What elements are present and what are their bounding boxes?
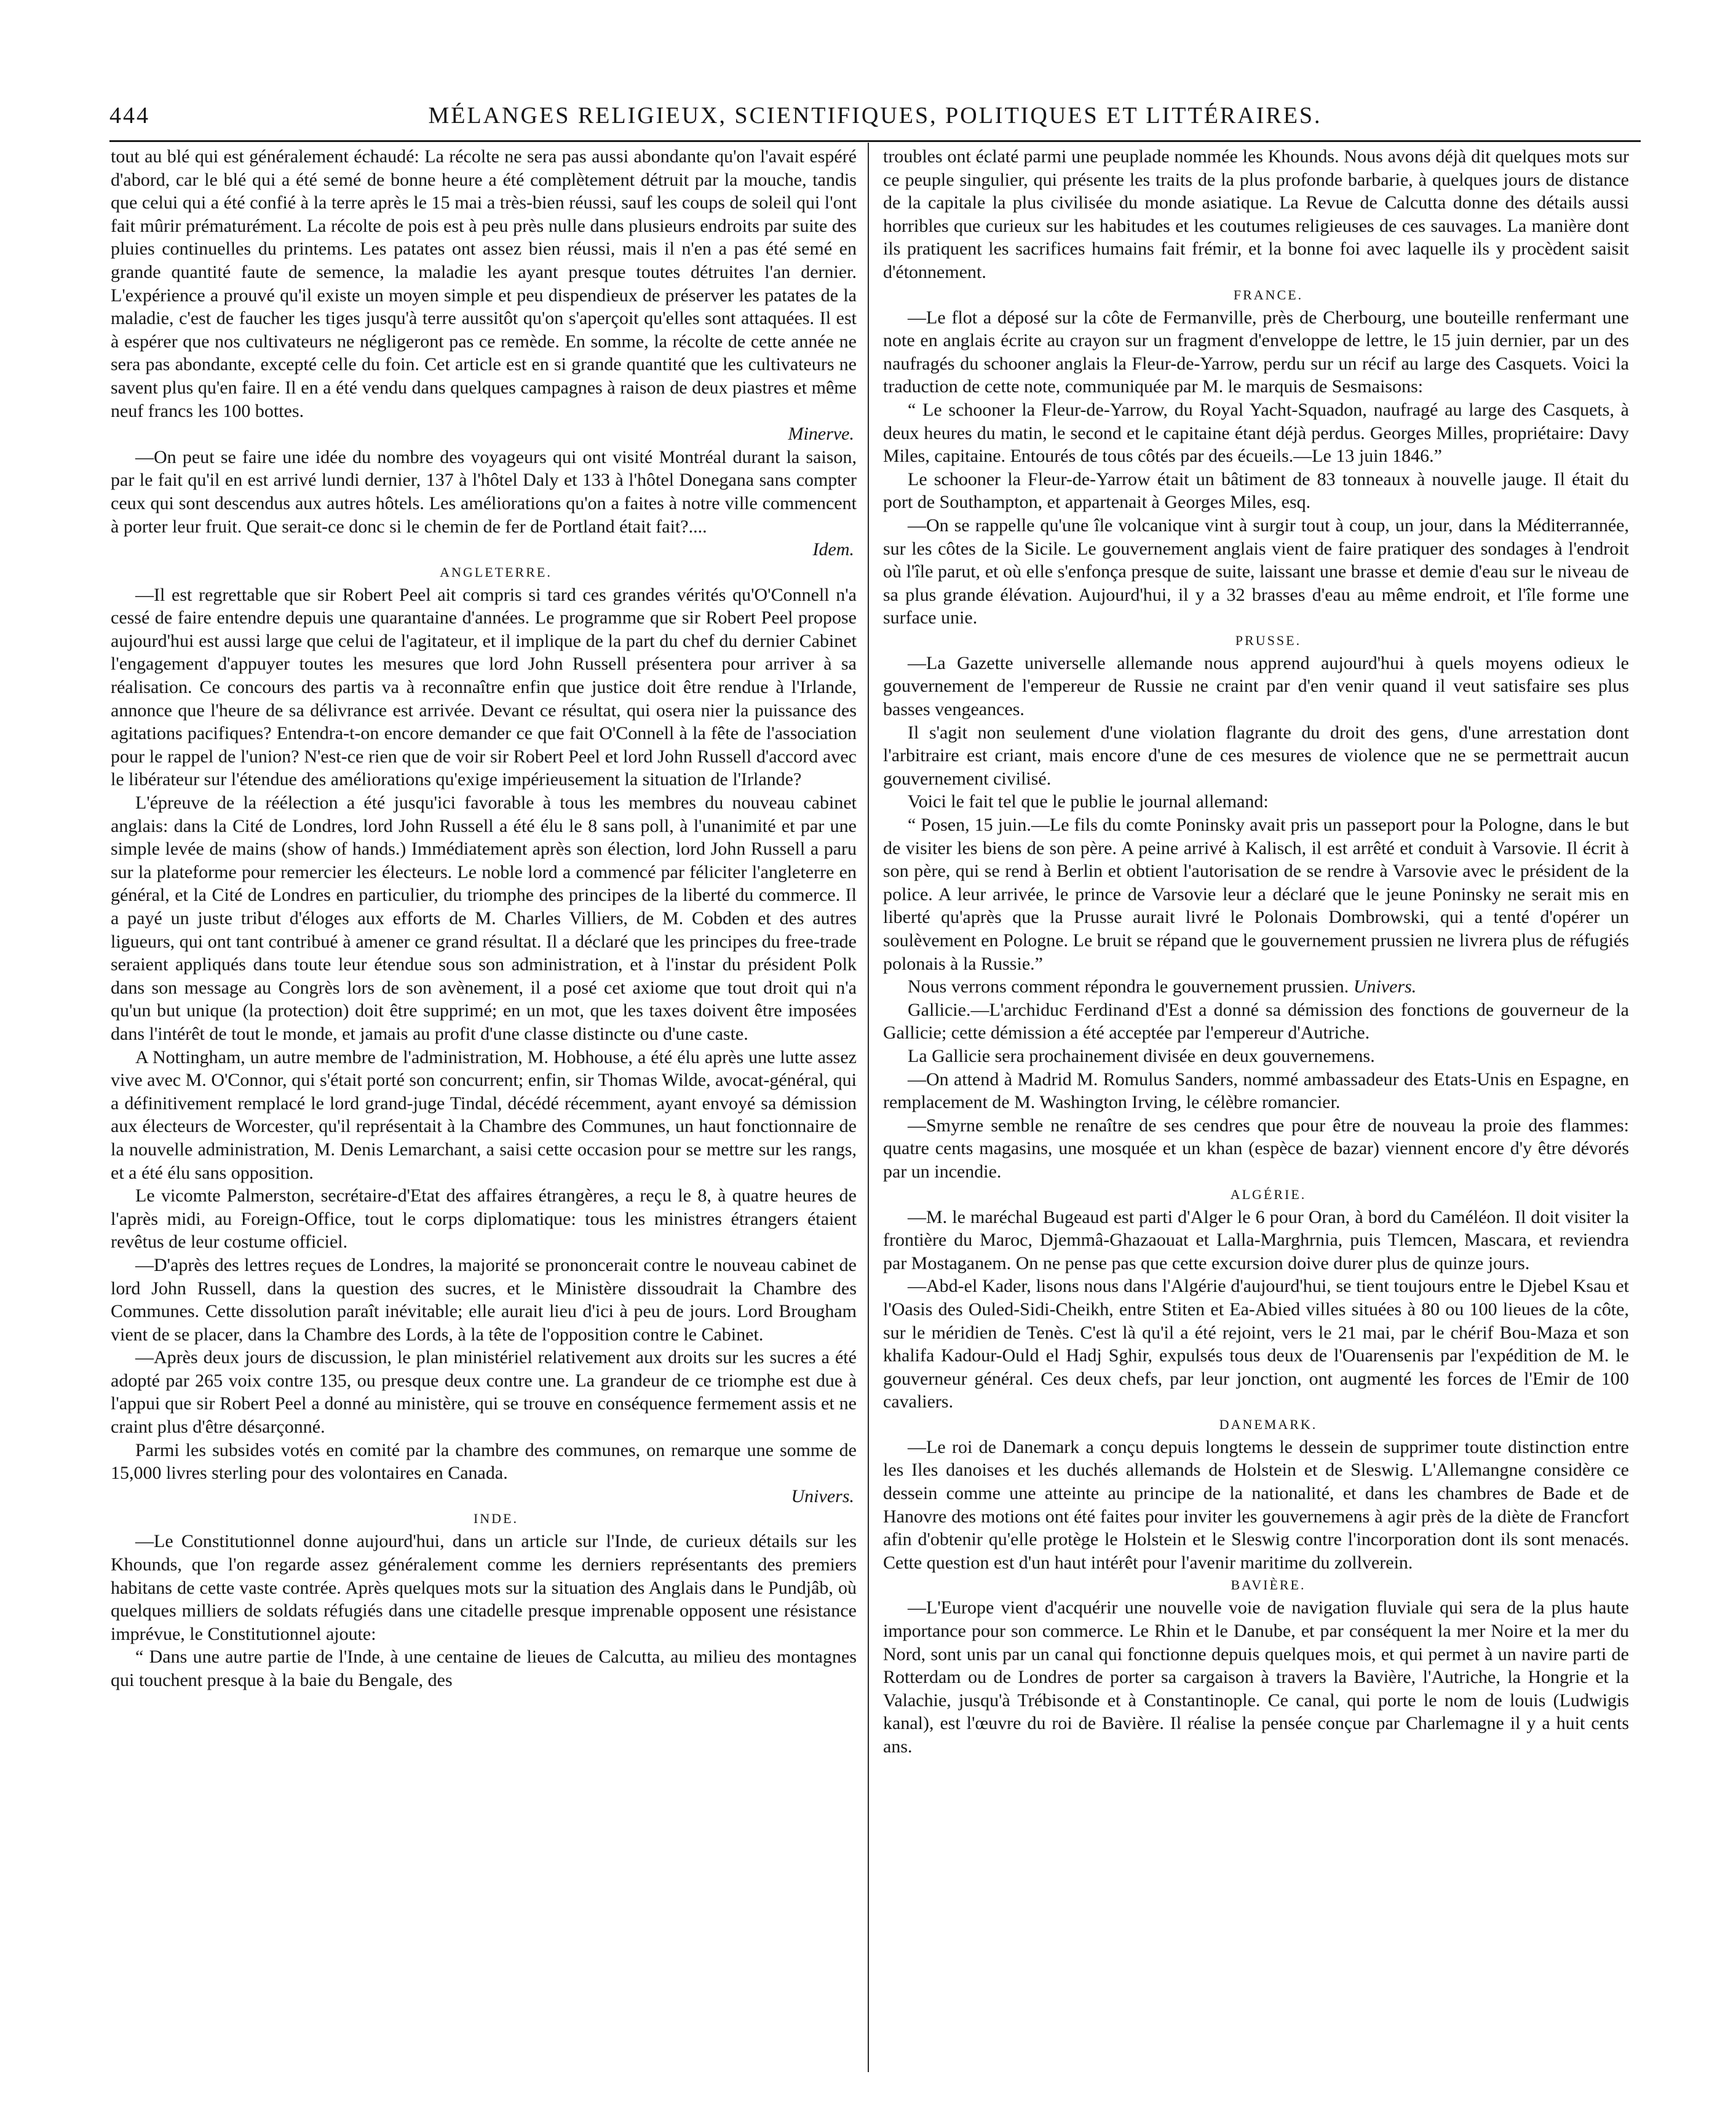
- paragraph: —Le Constitutionnel donne aujourd'hui, dans un article sur l'Inde, de curieux détails sur les Khounds, que l'on regarde assez généralement comme les derniers représentants des premiers habitans de cette vaste contrée. Après quelques mots sur la situation des Anglais dans le Pundjâb, où quelques milliers de soldats réfugiés dans une citadelle presque imprenable opposent une résistance imprévue, le Constitutionnel ajoute:: [111, 1531, 857, 1644]
- paragraph: —Le roi de Danemark a conçu depuis longtems le dessein de supprimer toute distinction entre les Iles danoises et les duchés allemands de Holstein et de Sleswig. L'Allemangne considère ce dessein comme une atteinte au principe de la nationalité, et dans les chambres de Bade et de Hanovre des motions ont été faites pour inviter les gouvernemens à agir près de la diète de Francfort afin d'obtenir qu'elle protège le Holstein et le Sleswig contre l'incorporation dont ils sont menacés. Cette question est d'un haut intérêt pour l'avenir maritime du zollverein.: [883, 1436, 1629, 1573]
- section-heading: ANGLETERRE.: [440, 564, 552, 580]
- paragraph: Le vicomte Palmerston, secrétaire-d'Etat des affaires étrangères, a reçu le 8, à quatre heures de l'après midi, au Foreign-Office, tout le corps diplomatique: tous les ministres étrangers étaient revêtus de leur costume officiel.: [111, 1185, 857, 1252]
- source-attribution: Minerve.: [788, 424, 854, 445]
- paragraph: —On se rappelle qu'une île volcanique vint à surgir tout à coup, un jour, dans la Méditerrannée, sur les côtes de la Sicile. Le gouvernement anglais vient de faire pratiquer des sondages à l'endroit où l'île parut, et où elle s'enfonça presque de suite, laissant une brasse et demie d'eau sur le niveau de sa plus grande élévation. Aujourd'hui, il y a 32 brasses d'eau au même endroit, et l'île forme une surface unie.: [883, 515, 1629, 628]
- section-heading: INDE.: [473, 1511, 519, 1527]
- section-heading: ALGÉRIE.: [1230, 1186, 1307, 1202]
- paragraph: —Le flot a déposé sur la côte de Fermanville, près de Cherbourg, une bouteille renfermant une note en anglais écrite au crayon sur un fragment d'enveloppe de lettre, le 15 juin dernier, par un des naufragés du schooner anglais la Fleur-de-Yarrow, perdu sur un récif au large des Casquets. Voici la traduction de cette note, communiquée par M. le marquis de Sesmaisons:: [883, 307, 1629, 397]
- paragraph: Il s'agit non seulement d'une violation flagrante du droit des gens, d'une arrestation dont l'arbitraire est criant, mais encore d'une de ces mesures de violence que ne se permettrait aucun gouvernement civilisé.: [883, 722, 1629, 789]
- paragraph-text: Nous verrons comment répondra le gouvernement prussien.: [908, 976, 1349, 997]
- paragraph: —Smyrne semble ne renaître de ses cendres que pour être de nouveau la proie des flammes: quatre cents magasins, une mosquée et un khan (espèce de bazar) viennent encore d'y être dévorés par un incendie.: [883, 1115, 1629, 1182]
- paragraph: “ Posen, 15 juin.—Le fils du comte Poninsky avait pris un passeport pour la Pologne, dans le but de visiter les biens de son père. A peine arrivé à Kalisch, il est arrêté et conduit à Varsovie. Il écrit à son père, qui se rend à Berlin et obtient l'autorisation de se rendre à Varsovie avec le président de la police. A leur arrivée, le prince de Varsovie leur a déclaré que le jeune Poninsky ne serait mis en liberté qu'après que la Prusse aurait livré le Polonais Dombrowski, qui a tenté d'opérer un soulèvement en Pologne. Le bruit se répand que le gouvernement prussien ne livrera plus de réfugiés polonais à la Russie.”: [883, 815, 1629, 974]
- paragraph: Gallicie.—L'archiduc Ferdinand d'Est a donné sa démission des fonctions de gouverneur de la Gallicie; cette démission a été acceptée par l'empereur d'Autriche.: [883, 999, 1629, 1043]
- page-title: MÉLANGES RELIGIEUX, SCIENTIFIQUES, POLITIQUES ET LITTÉRAIRES.: [428, 103, 1322, 129]
- paragraph: Parmi les subsides votés en comité par la chambre des communes, on remarque une somme de 15,000 livres sterling pour des volontaires en Canada.: [111, 1439, 857, 1484]
- paragraph: “ Dans une autre partie de l'Inde, à une centaine de lieues de Calcutta, au milieu des montagnes qui touchent presque à la baie du Bengale, des: [111, 1647, 857, 1690]
- paragraph: La Gallicie sera prochainement divisée en deux gouvernemens.: [908, 1045, 1375, 1066]
- paragraph: —L'Europe vient d'acquérir une nouvelle voie de navigation fluviale qui sera de la plus haute importance pour son commerce. Le Rhin et le Danube, et par conséquent la mer Noire et la mer du Nord, sont unis par un canal qui fonctionne depuis quelques mois, et qui permet à un navire parti de Rotterdam ou de Londres de porter sa cargaison à travers la Bavière, l'Autriche, la Hongrie et la Valachie, jusqu'à Trébisonde et à Constantinople. Ce canal, qui porte le nom de louis (Ludwigis kanal), est l'œuvre du roi de Bavière. Il réalise la pensée conçue par Charlemagne il y a huit cents ans.: [883, 1597, 1629, 1757]
- paragraph: A Nottingham, un autre membre de l'administration, M. Hobhouse, a été élu après une lutte assez vive avec M. O'Connor, qui s'était porté son concurrent; enfin, sir Thomas Wilde, avocat-général, qui a définitivement remplacé le lord grand-juge Tindal, décédé récemment, ayant envoyé sa démission aux électeurs de Worcester, qu'il représentait à la Chambre des Communes, un haut fonctionnaire de la nouvelle administration, M. Denis Lemarchant, a saisi cette occasion pour se mettre sur les rangs, et a été élu sans opposition.: [111, 1047, 857, 1183]
- paragraph: —M. le maréchal Bugeaud est parti d'Alger le 6 pour Oran, à bord du Caméléon. Il doit visiter la frontière du Maroc, Djemmâ-Ghazaouat et Lalla-Marghrnia, puis Tlemcen, Mascara, et reviendra par Mostaganem. On ne pense pas que cette excursion doive durer plus de quinze jours.: [883, 1206, 1629, 1273]
- paragraph: —On peut se faire une idée du nombre des voyageurs qui ont visité Montréal durant la saison, par le fait qu'il en est arrivé lundi dernier, 137 à l'hôtel Daly et 133 à l'hôtel Donegana sans compter ceux qui sont descendus aux autres hôtels. Les améliorations qu'on a faites à notre ville commencent à porter leur fruit. Que serait-ce donc si le chemin de fer de Portland était fait?....: [111, 446, 857, 537]
- page-number: 444: [109, 103, 150, 129]
- paragraph: Le schooner la Fleur-de-Yarrow était un bâtiment de 83 tonneaux à nouvelle jauge. Il était du port de Southampton, et appartenait à Georges Miles, esq.: [883, 469, 1629, 513]
- right-column: [883, 145, 1629, 2076]
- section-heading: DANEMARK.: [1219, 1416, 1318, 1432]
- paragraph: —Il est regrettable que sir Robert Peel ait compris si tard ces grandes vérités qu'O'Connell n'a cessé de faire entendre depuis une quarantaine d'années. Le programme que sir Robert Peel propose aujourd'hui est aussi large que celui de l'agitateur, et il implique de la part du chef du dernier Cabinet l'engagement d'appuyer toutes les mesures que lord John Russell présentera pour arriver à sa réalisation. Ce concours des partis va à reconnaître enfin que justice doit être rendue à l'Irlande, annonce que l'heure de sa délivrance est arrivée. Devant ce résultat, qui osera nier la puissance des agitations pacifiques? Entendra-t-on encore demander ce que fait O'Connell à la fête de l'association pour le rappel de l'union? N'est-ce rien que de voir sir Robert Peel et lord John Russell d'accord avec le libérateur sur l'étendue des améliorations qu'exige impérieusement la situation de l'Irlande?: [111, 584, 857, 790]
- left-column: [111, 145, 857, 2076]
- paragraph: —Abd-el Kader, lisons nous dans l'Algérie d'aujourd'hui, se tient toujours entre le Djebel Ksau et l'Oasis des Ouled-Sidi-Cheikh, entre Stiten et Ea-Abied villes situées à 80 ou 100 lieues de la côte, sur le méridien de Tenès. C'est là qu'il a été rejoint, vers le 21 mai, par le chérif Bou-Maza et son khalifa Kadour-Ould el Hadj Sghir, expulsés tous deux de l'Ouarensenis par l'expédition de M. le gouverneur général. Ces deux chefs, par leur jonction, ont augmenté les forces de l'Emir de 100 cavaliers.: [883, 1276, 1629, 1412]
- running-head: [109, 98, 1641, 133]
- paragraph: tout au blé qui est généralement échaudé: La récolte ne sera pas aussi abondante qu'on l'avait espéré d'abord, car le blé qui a été semé de bonne heure a été complètement détruit par la mouche, tandis que celui qui a été confié à la terre après le 15 mai a très-bien réussi, sauf les coups de soleil qui l'ont fait mûrir prématurément. La récolte de pois est à peu près nulle dans plusieurs endroits par suite des pluies continuelles du printems. Les patates ont assez bien réussi, mais il n'en a pas été semé en grande quantité faute de semence, la maladie les ayant presque toutes détruites l'an dernier. L'expérience a prouvé qu'il existe un moyen simple et peu dispendieux de préserver les patates de la maladie, c'est de faucher les tiges jusqu'à terre aussitôt qu'on s'aperçoit qu'elles sont attaquées. Il est à espérer que nos cultivateurs ne négligeront pas ce remède. En somme, la récolte de cette année ne sera pas abondante, excepté celle du foin. Cet article est en si grande quantité que les cultivateurs ne savent plus qu'en faire. Il en a été vendu dans quelques campagnes à raison de deux piastres et même neuf francs les 100 bottes.: [111, 146, 857, 421]
- paragraph: —D'après des lettres reçues de Londres, la majorité se prononcerait contre le nouveau cabinet de lord John Russell, dans la question des sucres, et le Ministère dissoudrait la Chambre des Communes. Cette dissolution paraît inévitable; elle aurait lieu d'ici à peu de jours. Lord Brougham vient de se placer, dans la Chambre des Lords, à la tête de l'opposition contre le Cabinet.: [111, 1254, 857, 1345]
- paragraph: —La Gazette universelle allemande nous apprend aujourd'hui à quels moyens odieux le gouvernement de l'empereur de Russie ne craint par d'en venir quand il veut satisfaire ses plus basses vengeances.: [883, 652, 1629, 720]
- source-attribution: Univers.: [791, 1486, 854, 1506]
- column-divider: [868, 143, 869, 2072]
- paragraph: Voici le fait tel que le publie le journal allemand:: [908, 791, 1269, 812]
- paragraph: [883, 975, 1629, 999]
- source-attribution: Univers.: [1353, 976, 1417, 997]
- paragraph: —Après deux jours de discussion, le plan ministériel relativement aux droits sur les sucres a été adopté par 265 voix contre 135, ou presque deux contre une. La grandeur de ce triomphe est due à l'appui que sir Robert Peel a donné au ministère, qui se trouve en conséquence fermement assis et ne craint plus d'être désarçonné.: [111, 1347, 857, 1438]
- source-attribution: Idem.: [812, 539, 854, 560]
- section-heading: BAVIÈRE.: [1231, 1577, 1306, 1593]
- paragraph: troubles ont éclaté parmi une peuplade nommée les Khounds. Nous avons déjà dit quelques mots sur ce peuple singulier, qui présente les traits de la plus profonde barbarie, à quelques jours de distance de la capitale la plus civilisée du monde asiatique. La Revue de Calcutta donne des détails aussi horribles que curieux sur les habitudes et les coutumes religieuses de ces sauvages. La manière dont ils pratiquent les sacrifices humains fait frémir, et la bonne foi avec laquelle ils y procèdent saisit d'étonnement.: [883, 146, 1629, 282]
- section-heading: FRANCE.: [1233, 287, 1304, 303]
- header-rule: [109, 140, 1641, 142]
- section-heading: PRUSSE.: [1235, 632, 1302, 648]
- paragraph: L'épreuve de la réélection a été jusqu'ici favorable à tous les membres du nouveau cabinet anglais: dans la Cité de Londres, lord John Russell a été élu le 8 sans poll, à l'unanimité et par une simple levée de mains (show of hands.) Immédiatement après son élection, lord John Russell a paru sur la plateforme pour remercier les électeurs. Le noble lord a commencé par féliciter l'angleterre en général, et la Cité de Londres en particulier, du triomphe des principes de la liberté du commerce. Il a payé un juste tribut d'éloges aux efforts de M. Charles Villiers, de M. Cobden et des autres ligueurs, qui ont tant contribué à amener ce grand résultat. Il a déclaré que les principes du free-trade seraient appliqués dans toute leur étendue sous son administration, et à l'instar du président Polk dans son message au Congrès lors de son avènement, il a posé cet axiome que tout droit qui n'a qu'un but unique (la protection) doit être supprimé; en un mot, que les taxes doivent être imposées dans l'intérêt de tout le monde, et jamais au profit d'une classe distincte ou d'une caste.: [111, 793, 857, 1044]
- paragraph: —On attend à Madrid M. Romulus Sanders, nommé ambassadeur des Etats-Unis en Espagne, en remplacement de M. Washington Irving, le célèbre romancier.: [883, 1069, 1629, 1113]
- paragraph: “ Le schooner la Fleur-de-Yarrow, du Royal Yacht-Squadon, naufragé au large des Casquets, à deux heures du matin, le second et le capitaine étant déjà perdus. Georges Milles, propriétaire: Davy Miles, capitaine. Entourés de tous côtés par des écueils.—Le 13 juin 1846.”: [883, 399, 1629, 467]
